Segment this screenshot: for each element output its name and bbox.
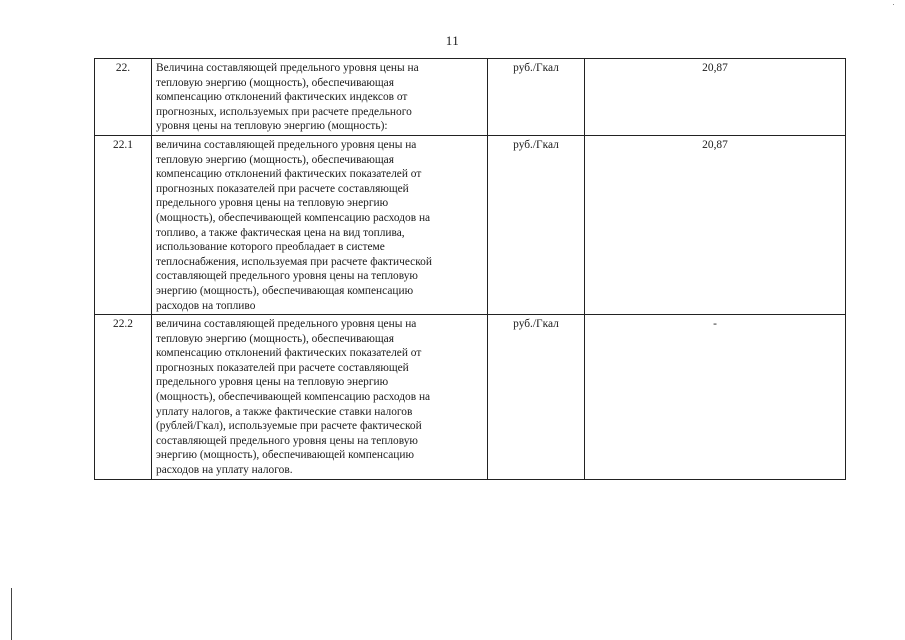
indicator-name-line: энергию (мощность), обеспечивающей компенсацию <box>156 449 414 462</box>
table-row <box>95 315 846 480</box>
value-cell: - <box>585 315 846 480</box>
indicator-name-line: составляющей предельного уровня цены на тепловую <box>156 434 418 447</box>
indicator-name-line: тепловую энергию (мощность), обеспечивающая <box>156 332 394 345</box>
indicator-name-line: прогнозных показателей при расчете составляющей <box>156 182 409 195</box>
indicator-name-line: уплату налогов, а также фактические ставки налогов <box>156 405 413 418</box>
scan-edge-mark <box>11 588 12 640</box>
value-cell: 20,87 <box>585 59 846 136</box>
page-number: 11 <box>445 33 460 48</box>
indicator-name-line: тепловую энергию (мощность), обеспечивающая <box>156 76 394 89</box>
indicator-name-line: величина составляющей предельного уровня цены на <box>156 318 417 331</box>
value-cell: 20,87 <box>585 135 846 314</box>
unit-cell: руб./Гкал <box>488 59 585 136</box>
indicator-name-line: использование которого преобладает в системе <box>156 241 385 254</box>
row-number: 22.2 <box>95 315 152 480</box>
indicator-table-body <box>95 59 846 480</box>
indicator-name-line: компенсацию отклонений фактических показателей от <box>156 168 422 181</box>
indicator-name-line: компенсацию отклонений фактических показателей от <box>156 347 422 360</box>
indicator-name-line: расходов на уплату налогов. <box>156 464 293 477</box>
indicator-name-line: энергию (мощность), обеспечивающая компенсацию <box>156 284 414 297</box>
indicator-name-line: топливо, а также фактическая цена на вид топлива, <box>156 226 405 239</box>
indicator-name-line: (мощность), обеспечивающей компенсацию расходов на <box>156 211 431 224</box>
unit-cell: руб./Гкал <box>488 135 585 314</box>
indicator-name-line: (мощность), обеспечивающей компенсацию расходов на <box>156 391 431 404</box>
indicator-name-line: (рублей/Гкал), используемые при расчете фактической <box>156 420 422 433</box>
row-number: 22.1 <box>95 135 152 314</box>
table-row <box>95 135 846 314</box>
row-number: 22. <box>95 59 152 136</box>
indicator-name <box>152 59 488 136</box>
table-row <box>95 59 846 136</box>
indicator-name-line: величина составляющей предельного уровня цены на <box>156 138 417 151</box>
scan-corner-dot <box>893 4 894 5</box>
indicator-table <box>94 58 846 480</box>
indicator-name-line: предельного уровня цены на тепловую энергию <box>156 197 389 210</box>
indicator-name <box>152 135 488 314</box>
indicator-name-line: расходов на топливо <box>156 299 256 312</box>
indicator-name-line: уровня цены на тепловую энергию (мощность): <box>156 120 388 133</box>
unit-cell: руб./Гкал <box>488 315 585 480</box>
indicator-name-line: Величина составляющей предельного уровня цены на <box>156 62 419 74</box>
indicator-name-line: прогнозных показателей при расчете составляющей <box>156 361 409 374</box>
indicator-name-line: прогнозных, используемых при расчете предельного <box>156 105 412 118</box>
indicator-name-line: компенсацию отклонений фактических индексов от <box>156 91 408 104</box>
indicator-name-line: составляющей предельного уровня цены на тепловую <box>156 270 418 283</box>
indicator-name-line: предельного уровня цены на тепловую энергию <box>156 376 389 389</box>
indicator-name-line: теплоснабжения, используемая при расчете фактической <box>156 255 432 268</box>
indicator-name <box>152 315 488 480</box>
indicator-name-line: тепловую энергию (мощность), обеспечивающая <box>156 153 394 166</box>
